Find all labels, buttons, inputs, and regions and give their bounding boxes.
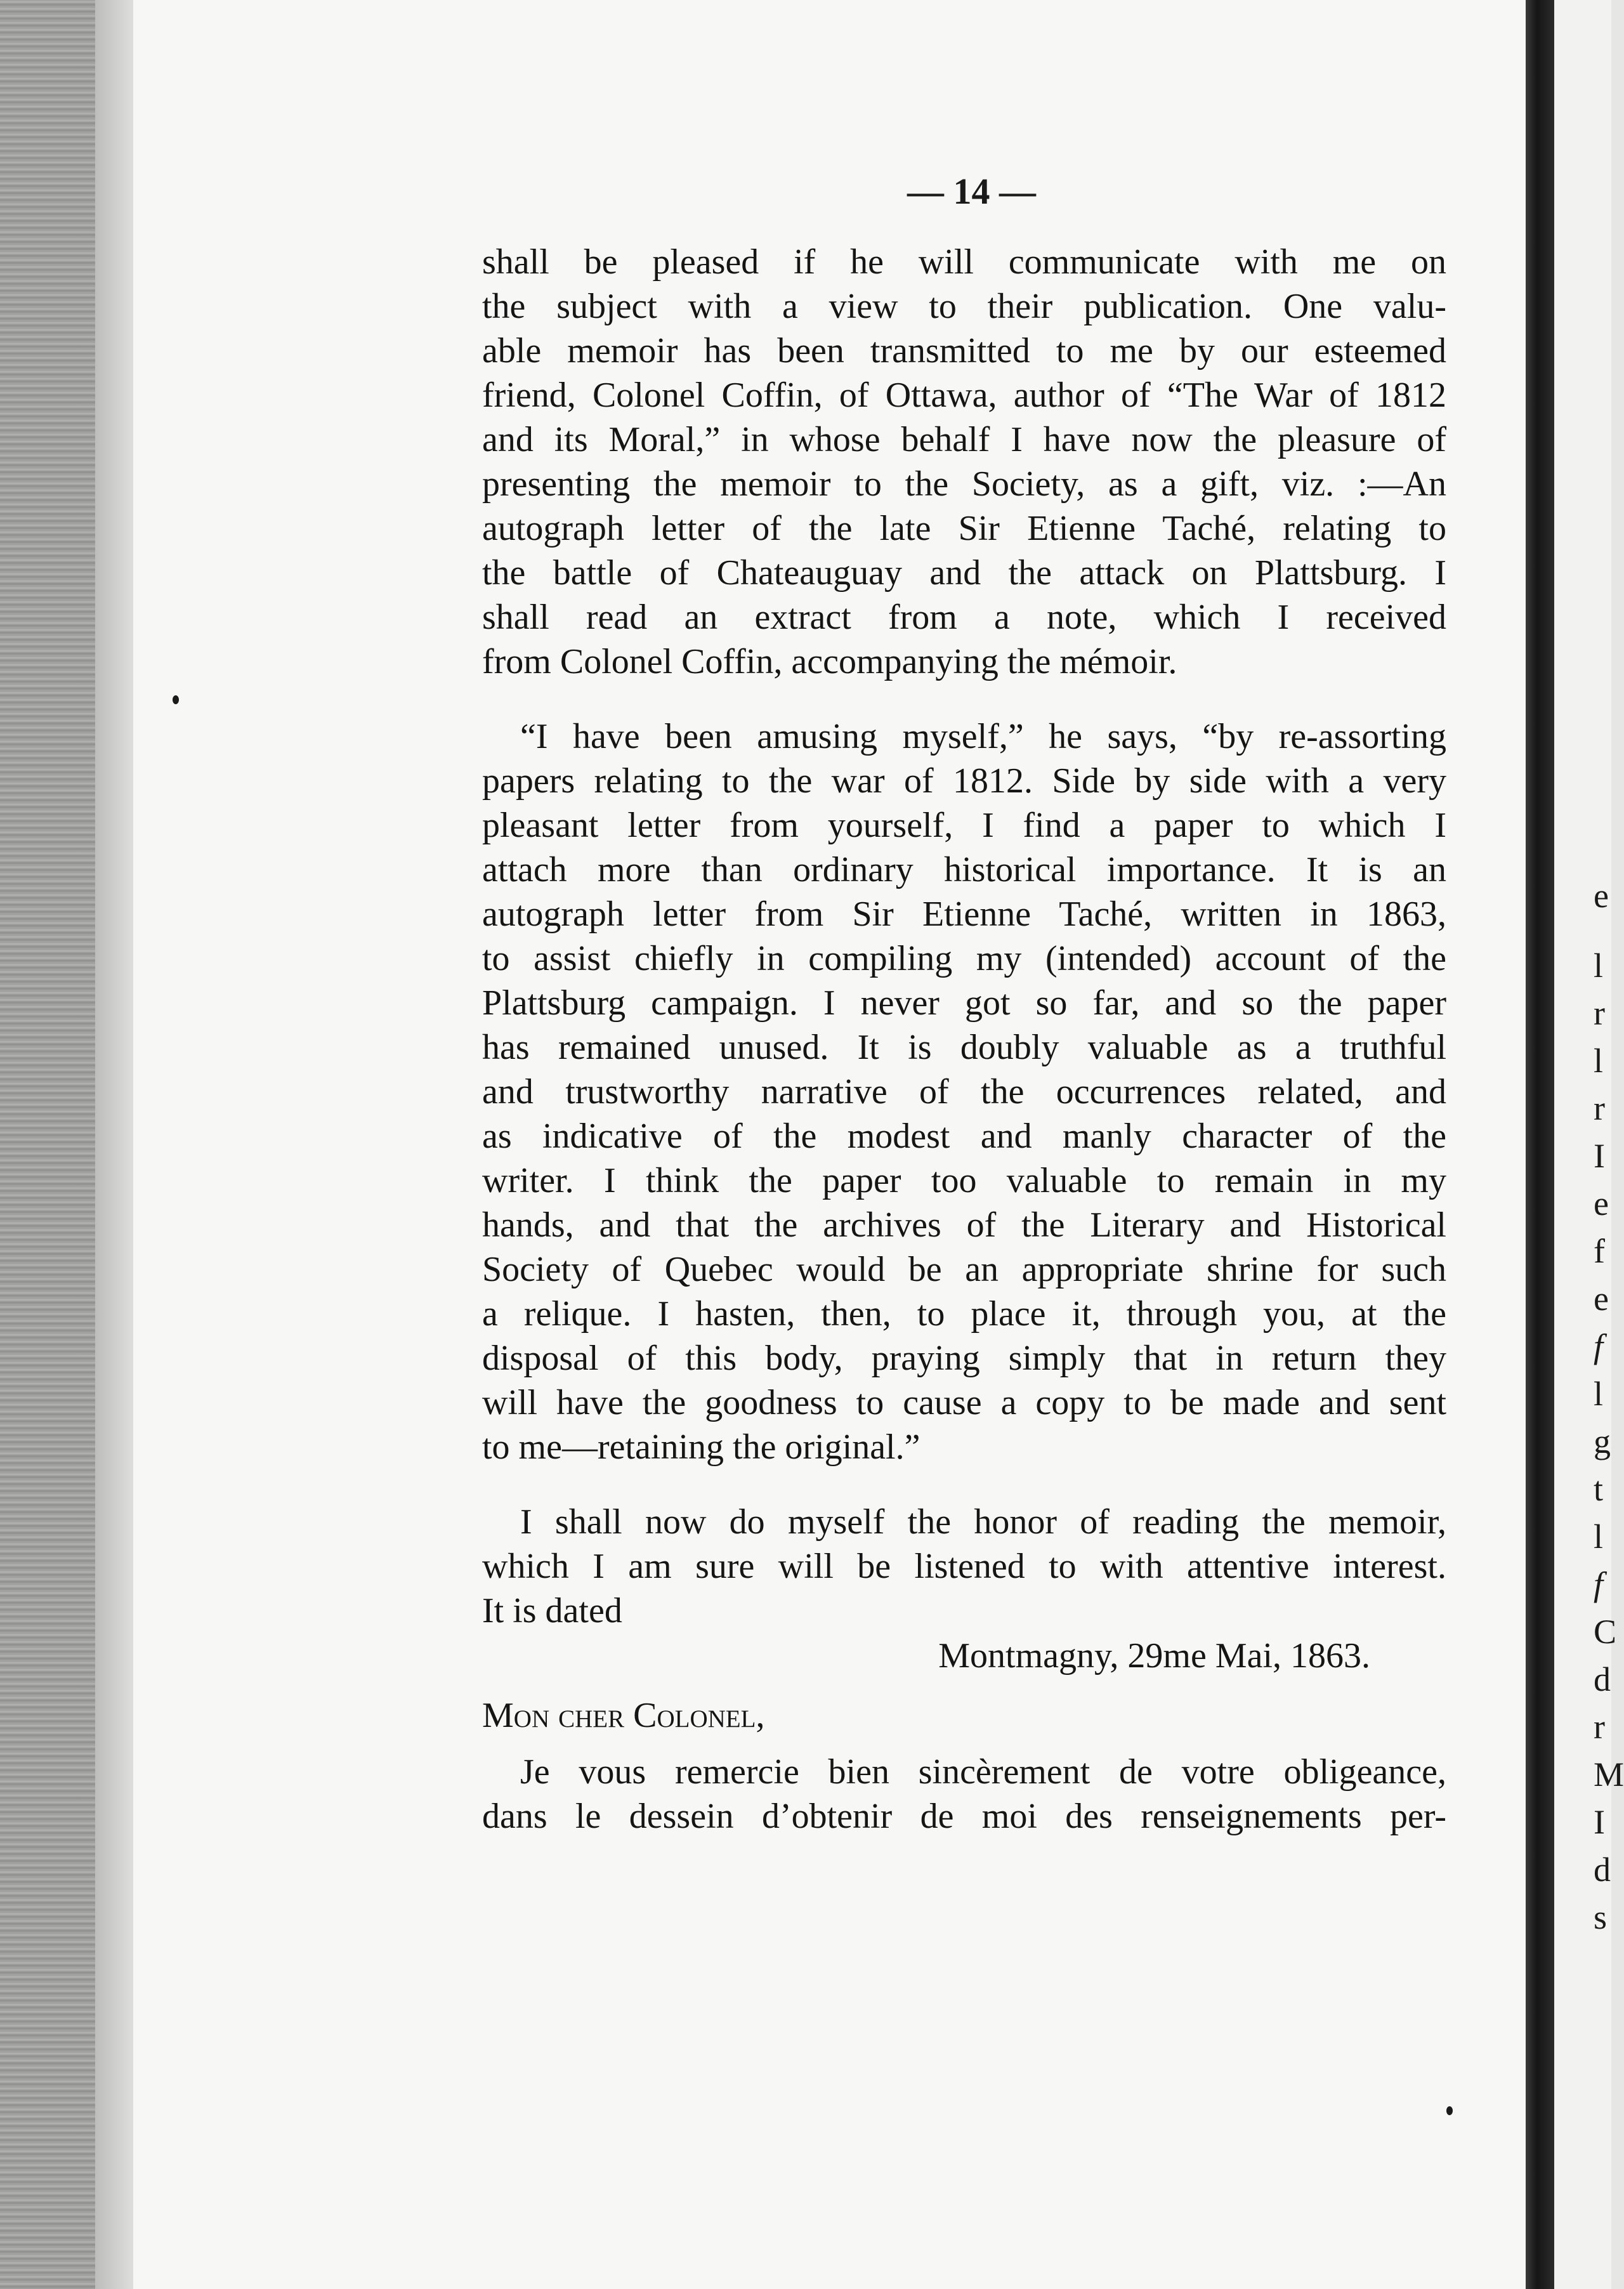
paragraph-2-quotation (482, 714, 1446, 1469)
adjacent-page-letter: f (1594, 1565, 1604, 1603)
adjacent-page-letter: l (1594, 1518, 1604, 1556)
adjacent-page-letter: f (1594, 1232, 1605, 1270)
text-line: and trustworthy narrative of the occurrences related, and (482, 1072, 1446, 1112)
text-line: and its Moral,” in whose behalf I have now the pleasure of (482, 420, 1446, 459)
margin-ink-mark (1446, 2106, 1453, 2115)
text-line: papers relating to the war of 1812. Side by side with a very (482, 761, 1446, 801)
text-line: Je vous remercie bien sincèrement de votre obligeance, (520, 1752, 1446, 1792)
letter-salutation: Mon cher Colonel, (482, 1696, 765, 1735)
text-line: friend, Colonel Coffin, of Ottawa, author of “The War of 1812 (482, 376, 1446, 415)
adjacent-page-letter: t (1594, 1470, 1604, 1508)
text-line: pleasant letter from yourself, I find a paper to which I (482, 806, 1446, 845)
adjacent-page-letter: g (1594, 1422, 1611, 1460)
text-line: able memoir has been transmitted to me by our esteemed (482, 331, 1446, 371)
text-line: shall be pleased if he will communicate with me on (482, 242, 1446, 282)
text-line: hands, and that the archives of the Literary and Historical (482, 1205, 1446, 1245)
adjacent-page-letter: e (1594, 877, 1609, 915)
text-line: dans le dessein d’obtenir de moi des renseignements per- (482, 1797, 1446, 1836)
adjacent-page-letter: e (1594, 1280, 1609, 1318)
left-page-shadow (95, 0, 133, 2289)
text-line: will have the goodness to cause a copy to be made and sent (482, 1383, 1446, 1422)
text-line: a relique. I hasten, then, to place it, through you, at the (482, 1294, 1446, 1334)
text-line: the battle of Chateauguay and the attack on Plattsburg. I (482, 553, 1446, 593)
page-number: — 14 — (907, 171, 1036, 212)
text-line: attach more than ordinary historical importance. It is an (482, 850, 1446, 889)
text-line: autograph letter of the late Sir Etienne Taché, relating to (482, 509, 1446, 548)
adjacent-page-letter: l (1594, 947, 1604, 985)
adjacent-page-letter: r (1594, 1089, 1605, 1127)
adjacent-page-letter: r (1594, 994, 1605, 1032)
text-line: to assist chiefly in compiling my (intended) account of the (482, 939, 1446, 978)
adjacent-page-letter: C (1594, 1613, 1617, 1651)
text-line: autograph letter from Sir Etienne Taché, written in 1863, (482, 895, 1446, 934)
adjacent-page-letter: l (1594, 1375, 1604, 1413)
text-line: disposal of this body, praying simply that in return they (482, 1339, 1446, 1378)
text-line: Society of Quebec would be an appropriate shrine for such (482, 1250, 1446, 1289)
text-line: the subject with a view to their publication. One valu- (482, 287, 1446, 326)
paragraph-3 (482, 1500, 1446, 1633)
paragraph-4-letter (482, 1750, 1446, 1839)
margin-ink-mark (173, 695, 179, 704)
adjacent-page-letter: l (1594, 1042, 1604, 1080)
text-line: writer. I think the paper too valuable to remain in my (482, 1161, 1446, 1200)
adjacent-page-letter: f (1594, 1327, 1604, 1365)
text-line: which I am sure will be listened to with attentive interest. (482, 1547, 1446, 1586)
text-line: “I have been amusing myself,” he says, “by re-assorting (520, 717, 1446, 756)
text-line: Plattsburg campaign. I never got so far, and so the paper (482, 983, 1446, 1023)
adjacent-page-letter: M (1594, 1755, 1624, 1794)
adjacent-page-letter: I (1594, 1137, 1605, 1175)
letter-dateline: Montmagny, 29me Mai, 1863. (938, 1636, 1370, 1676)
left-page-edge (0, 0, 95, 2289)
text-line: to me—retaining the original.” (482, 1427, 920, 1467)
text-line: presenting the memoir to the Society, as a gift, viz. :—An (482, 464, 1446, 504)
text-line: It is dated (482, 1591, 622, 1630)
adjacent-page-letter: I (1594, 1803, 1605, 1841)
adjacent-page-letter: s (1594, 1898, 1608, 1936)
paragraph-1 (482, 240, 1446, 684)
text-line: shall read an extract from a note, which I received (482, 598, 1446, 637)
text-line: as indicative of the modest and manly character of the (482, 1117, 1446, 1156)
book-gutter (1526, 0, 1554, 2289)
adjacent-page-letter: d (1594, 1851, 1611, 1889)
adjacent-page-edge (1554, 0, 1624, 2289)
text-line: I shall now do myself the honor of reading the memoir, (520, 1502, 1446, 1542)
adjacent-page-letter: d (1594, 1660, 1611, 1698)
page-body (482, 240, 1446, 1839)
text-line: has remained unused. It is doubly valuable as a truthful (482, 1028, 1446, 1067)
adjacent-page-letter: r (1594, 1708, 1605, 1746)
text-line: from Colonel Coffin, accompanying the mémoir. (482, 642, 1177, 681)
adjacent-page-letter: e (1594, 1184, 1609, 1223)
